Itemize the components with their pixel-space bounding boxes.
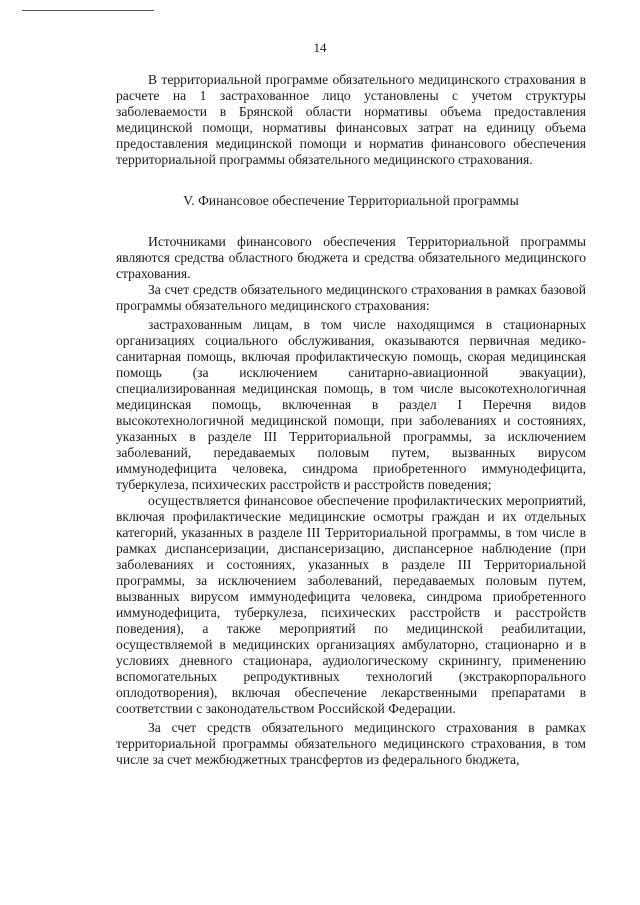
- paragraph-normatives: В территориальной программе обязательного медицинского страхования в расчете на 1 застрахованное лицо установлены с учетом структуры заболеваемости в Брянской области нормативы объема предоставления медицинской помощи, нормативы финансовых затрат на единицу объема предоставления медицинской помощи и норматив финансового обеспечения территориальной программы обязательного медицинского страхования.: [116, 72, 586, 167]
- paragraph-funding-sources: Источниками финансового обеспечения Территориальной программы являются средства областного бюджета и средства обязательного медицинского страхования.: [116, 234, 586, 281]
- paragraph-insured-persons: застрахованным лицам, в том числе находящимся в стационарных организациях социального обслуживания, оказываются первичная медико-санитарная помощь, включая профилактическую помощь, скорая медицинская помощь (за исключением санитарно-авиационной эвакуации), специализированная медицинская помощь, в том числе высокотехнологичная медицинская помощь, включенная в раздел I Перечня видов высокотехнологичной медицинской помощи, при заболеваниях и состояниях, указанных в разделе III Территориальной программы, за исключением заболеваний, передаваемых половым путем, вызванных вирусом иммунодефицита человека, синдрома приобретенного иммунодефицита, туберкулеза, психических расстройств и расстройств поведения;: [116, 317, 586, 492]
- paragraph-preventive-measures: осуществляется финансовое обеспечение профилактических мероприятий, включая профилактические медицинские осмотры граждан и их отдельных категорий, указанных в разделе III Территориальной программы, в том числе в рамках диспансеризации, диспансеризацию, диспансерное наблюдение (при заболеваниях и состояниях, указанных в разделе III Территориальной программы, за исключением заболеваний, передаваемых половым путем, вызванных вирусом иммунодефицита человека, синдрома приобретенного иммунодефицита, туберкулеза, психических расстройств и расстройств поведения), а также мероприятий по медицинской реабилитации, осуществляемой в медицинских организациях амбулаторно, стационарно и в условиях дневного стационара, аудиологическому скринингу, применению вспомогательных репродуктивных технологий (экстракорпорального оплодотворения), включая обеспечение лекарственными препаратами в соответствии с законодательством Российской Федерации.: [116, 493, 586, 716]
- paragraph-territorial-program: За счет средств обязательного медицинского страхования в рамках территориальной программы обязательного медицинского страхования, в том числе за счет межбюджетных трансфертов из федерального бюджета,: [116, 720, 586, 767]
- paragraph-basic-program: За счет средств обязательного медицинского страхования в рамках базовой программы обязательного медицинского страхования:: [116, 282, 586, 313]
- section-heading: V. Финансовое обеспечение Территориальной программы: [183, 193, 519, 208]
- header-rule: [22, 10, 154, 11]
- page-number: 14: [313, 40, 327, 55]
- document-body: [116, 72, 586, 768]
